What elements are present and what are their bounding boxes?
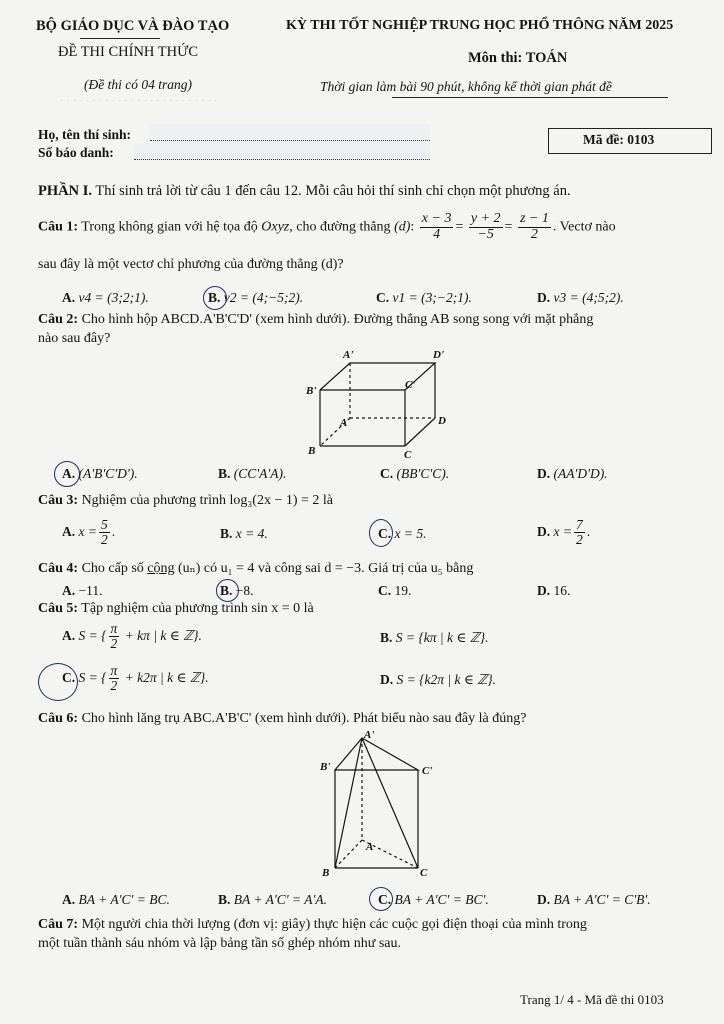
q5-option-a[interactable]: A. S = { $\frac{\pi}{2}$ + kπ | k ∈ ℤ}. [62,621,202,652]
q1-label: Câu 1: [38,219,79,235]
id-label: Số báo danh: [38,145,114,160]
q5-stem [38,601,314,617]
q2-option-a[interactable]: A. (A'B'C'D'). [62,466,138,481]
vertex-c-prime: C' [422,765,433,777]
q1-option-d[interactable]: D. v3 = (4;5;2). [537,290,624,305]
q4-option-b[interactable]: B. −8. [220,583,254,598]
q6-label: Câu 6: [38,711,79,726]
q1-frac-x: $\frac{x - 3}{4}$ [421,211,452,242]
vertex-b-prime: B' [306,385,317,397]
exam-code: Mã đề: 0103 [583,132,655,147]
q1-option-b[interactable]: B. v2 = (4;−5;2). [208,290,304,305]
q6-option-d[interactable]: D. BA + A'C' = C'B'. [537,892,651,907]
q4-option-a[interactable]: A. −11. [62,583,103,598]
q4-text-cong: cộng [147,561,175,576]
q5-label: Câu 5: [38,601,79,616]
q6-option-a[interactable]: A. BA + A'C' = BC. [62,892,170,907]
edge-a-prime-b [335,738,362,868]
q5-answer-mark [38,663,78,701]
q4-answer-mark [216,579,239,602]
q1-frac-y: $\frac{y + 2}{-5}$ [470,211,501,242]
q1-line-name: (d) [394,219,411,235]
q1-text-c: . Vectơ nào [552,219,616,235]
q7-line2: một tuần thành sáu nhóm và lập bảng tần số ghép nhóm như sau. [38,936,401,951]
id-field [134,143,430,160]
q3-option-a[interactable]: A. x = $\frac{5}{2}$ . [62,517,116,548]
name-field [150,124,430,141]
vertex-a: A [340,417,348,429]
q1-answer-mark [203,286,227,310]
q7-stem [38,917,587,933]
q2-option-b[interactable]: B. (CC'A'A). [218,466,287,481]
part1-instruction [38,183,571,200]
vertex-c: C [404,449,412,460]
q6-stem [38,711,526,727]
vertex-b: B [322,867,330,879]
vertex-a: A [366,841,374,853]
duration-note: Thời gian làm bài 90 phút, không kể thời gian phát đề [320,79,612,94]
q1-option-c[interactable]: C. v1 = (3;−2;1). [376,290,472,305]
vertex-b: B [308,445,316,457]
q3-option-c[interactable]: C. x = 5. [378,526,427,541]
name-label: Họ, tên thí sinh: [38,127,132,142]
vertex-a-prime: A' [343,349,354,361]
vertex-c: C [420,867,428,879]
edge-cd [405,418,435,446]
top-triangle [335,738,418,770]
q3-option-b[interactable]: B. x = 4. [220,526,268,541]
q1-stem: Câu 1: Trong không gian với hệ tọa độ Oxyz, cho đường thẳng (d): $\frac{x - 3}{4}$ = $\frac{y + 2}{-5}$ = $\frac{z - 1}{2}$ . Vectơ nào [38,211,616,242]
duration-underline [392,97,668,98]
part1-text: Thí sinh trả lời từ câu 1 đến câu 12. Mỗi câu hỏi thí sinh chỉ chọn một phương án. [91,183,571,199]
q2-option-c[interactable]: C. (BB'C'C). [380,466,450,481]
vertex-d: D [438,415,446,427]
q5-text: Tập nghiệm của phương trình sin x = 0 là [78,601,314,616]
vertex-c-prime: C' [405,379,416,391]
vertex-a-prime: A' [364,729,375,741]
q3-stem [38,493,333,509]
bleed-through-text: · · · · · · · · · · · · · · · · · · · · · · · · · [60,95,218,107]
q1-option-a[interactable]: A. v4 = (3;2;1). [62,290,149,305]
pages-note: (Đề thi có 04 trang) [84,77,192,92]
q3-text: Nghiệm của phương trình log₃(2x − 1) = 2 là [78,493,334,508]
q1-text-a: Trong không gian với hệ tọa độ [78,219,262,235]
ministry-underline [80,38,160,39]
q1-text-b: , cho đường thẳng [289,219,395,235]
q6-answer-mark [369,887,393,911]
q6-option-c[interactable]: C. BA + A'C' = BC'. [378,892,489,907]
q2-label: Câu 2: [38,312,79,327]
ministry-name: BỘ GIÁO DỤC VÀ ĐÀO TẠO [36,18,230,34]
q3-answer-mark [369,519,393,547]
q4-option-d[interactable]: D. 16. [537,583,571,598]
q1-oxyz: Oxyz [261,219,290,235]
q6-text: Cho hình lăng trụ ABC.A'B'C' (xem hình dưới). Phát biểu nào sau đây là đúng? [78,711,527,726]
q4-stem [38,560,473,577]
q4-text-a: Cho cấp số [78,561,148,576]
q4-text-b: (uₙ) có u₁ = 4 và công sai d = −3. Giá trị của u₅ bằng [174,561,474,576]
q3-label: Câu 3: [38,493,79,508]
q2-line1: Cho hình hộp ABCD.A'B'C'D' (xem hình dưới). Đường thẳng AB song song với mặt phẳng [78,312,594,327]
q7-line1: Một người chia thời lượng (đơn vị: giây) thực hiện các cuộc gọi điện thoại của mình trong [78,917,587,932]
exam-title: KỲ THI TỐT NGHIỆP TRUNG HỌC PHỔ THÔNG NĂM 2025 [286,18,674,33]
q5-option-d[interactable]: D. S = {k2π | k ∈ ℤ}. [380,672,497,687]
q1-frac-z: $\frac{z - 1}{2}$ [519,211,549,242]
q7-label: Câu 7: [38,917,79,932]
part1-label: PHẦN I. [38,183,92,199]
q2-stem [38,312,593,328]
subject-label: Môn thi: TOÁN [468,50,568,66]
top-face [320,363,435,390]
page-footer: Trang 1/ 4 - Mã đề thi 0103 [520,992,664,1007]
hidden-edge-ab [335,840,362,868]
q4-option-c[interactable]: C. 19. [378,583,412,598]
q3-option-d[interactable]: D. x = $\frac{7}{2}$ . [537,517,591,548]
q6-option-b[interactable]: B. BA + A'C' = A'A. [218,892,328,907]
q5-option-b[interactable]: B. S = {kπ | k ∈ ℤ}. [380,630,489,645]
q1-line2: sau đây là một vectơ chỉ phương của đường thẳng (d)? [38,257,344,272]
official-label: ĐỀ THI CHÍNH THỨC [58,44,199,60]
q2-line2: nào sau đây? [38,331,111,346]
parallelepiped-figure [300,348,460,460]
vertex-b-prime: B' [320,761,331,773]
q2-option-d[interactable]: D. (AA'D'D). [537,466,608,481]
prism-figure [300,728,450,880]
vertex-d-prime: D' [433,349,444,361]
q4-label: Câu 4: [38,561,79,576]
q2-answer-mark [54,461,80,487]
q5-option-c[interactable]: C. S = { $\frac{\pi}{2}$ + k2π | k ∈ ℤ}. [62,663,209,694]
